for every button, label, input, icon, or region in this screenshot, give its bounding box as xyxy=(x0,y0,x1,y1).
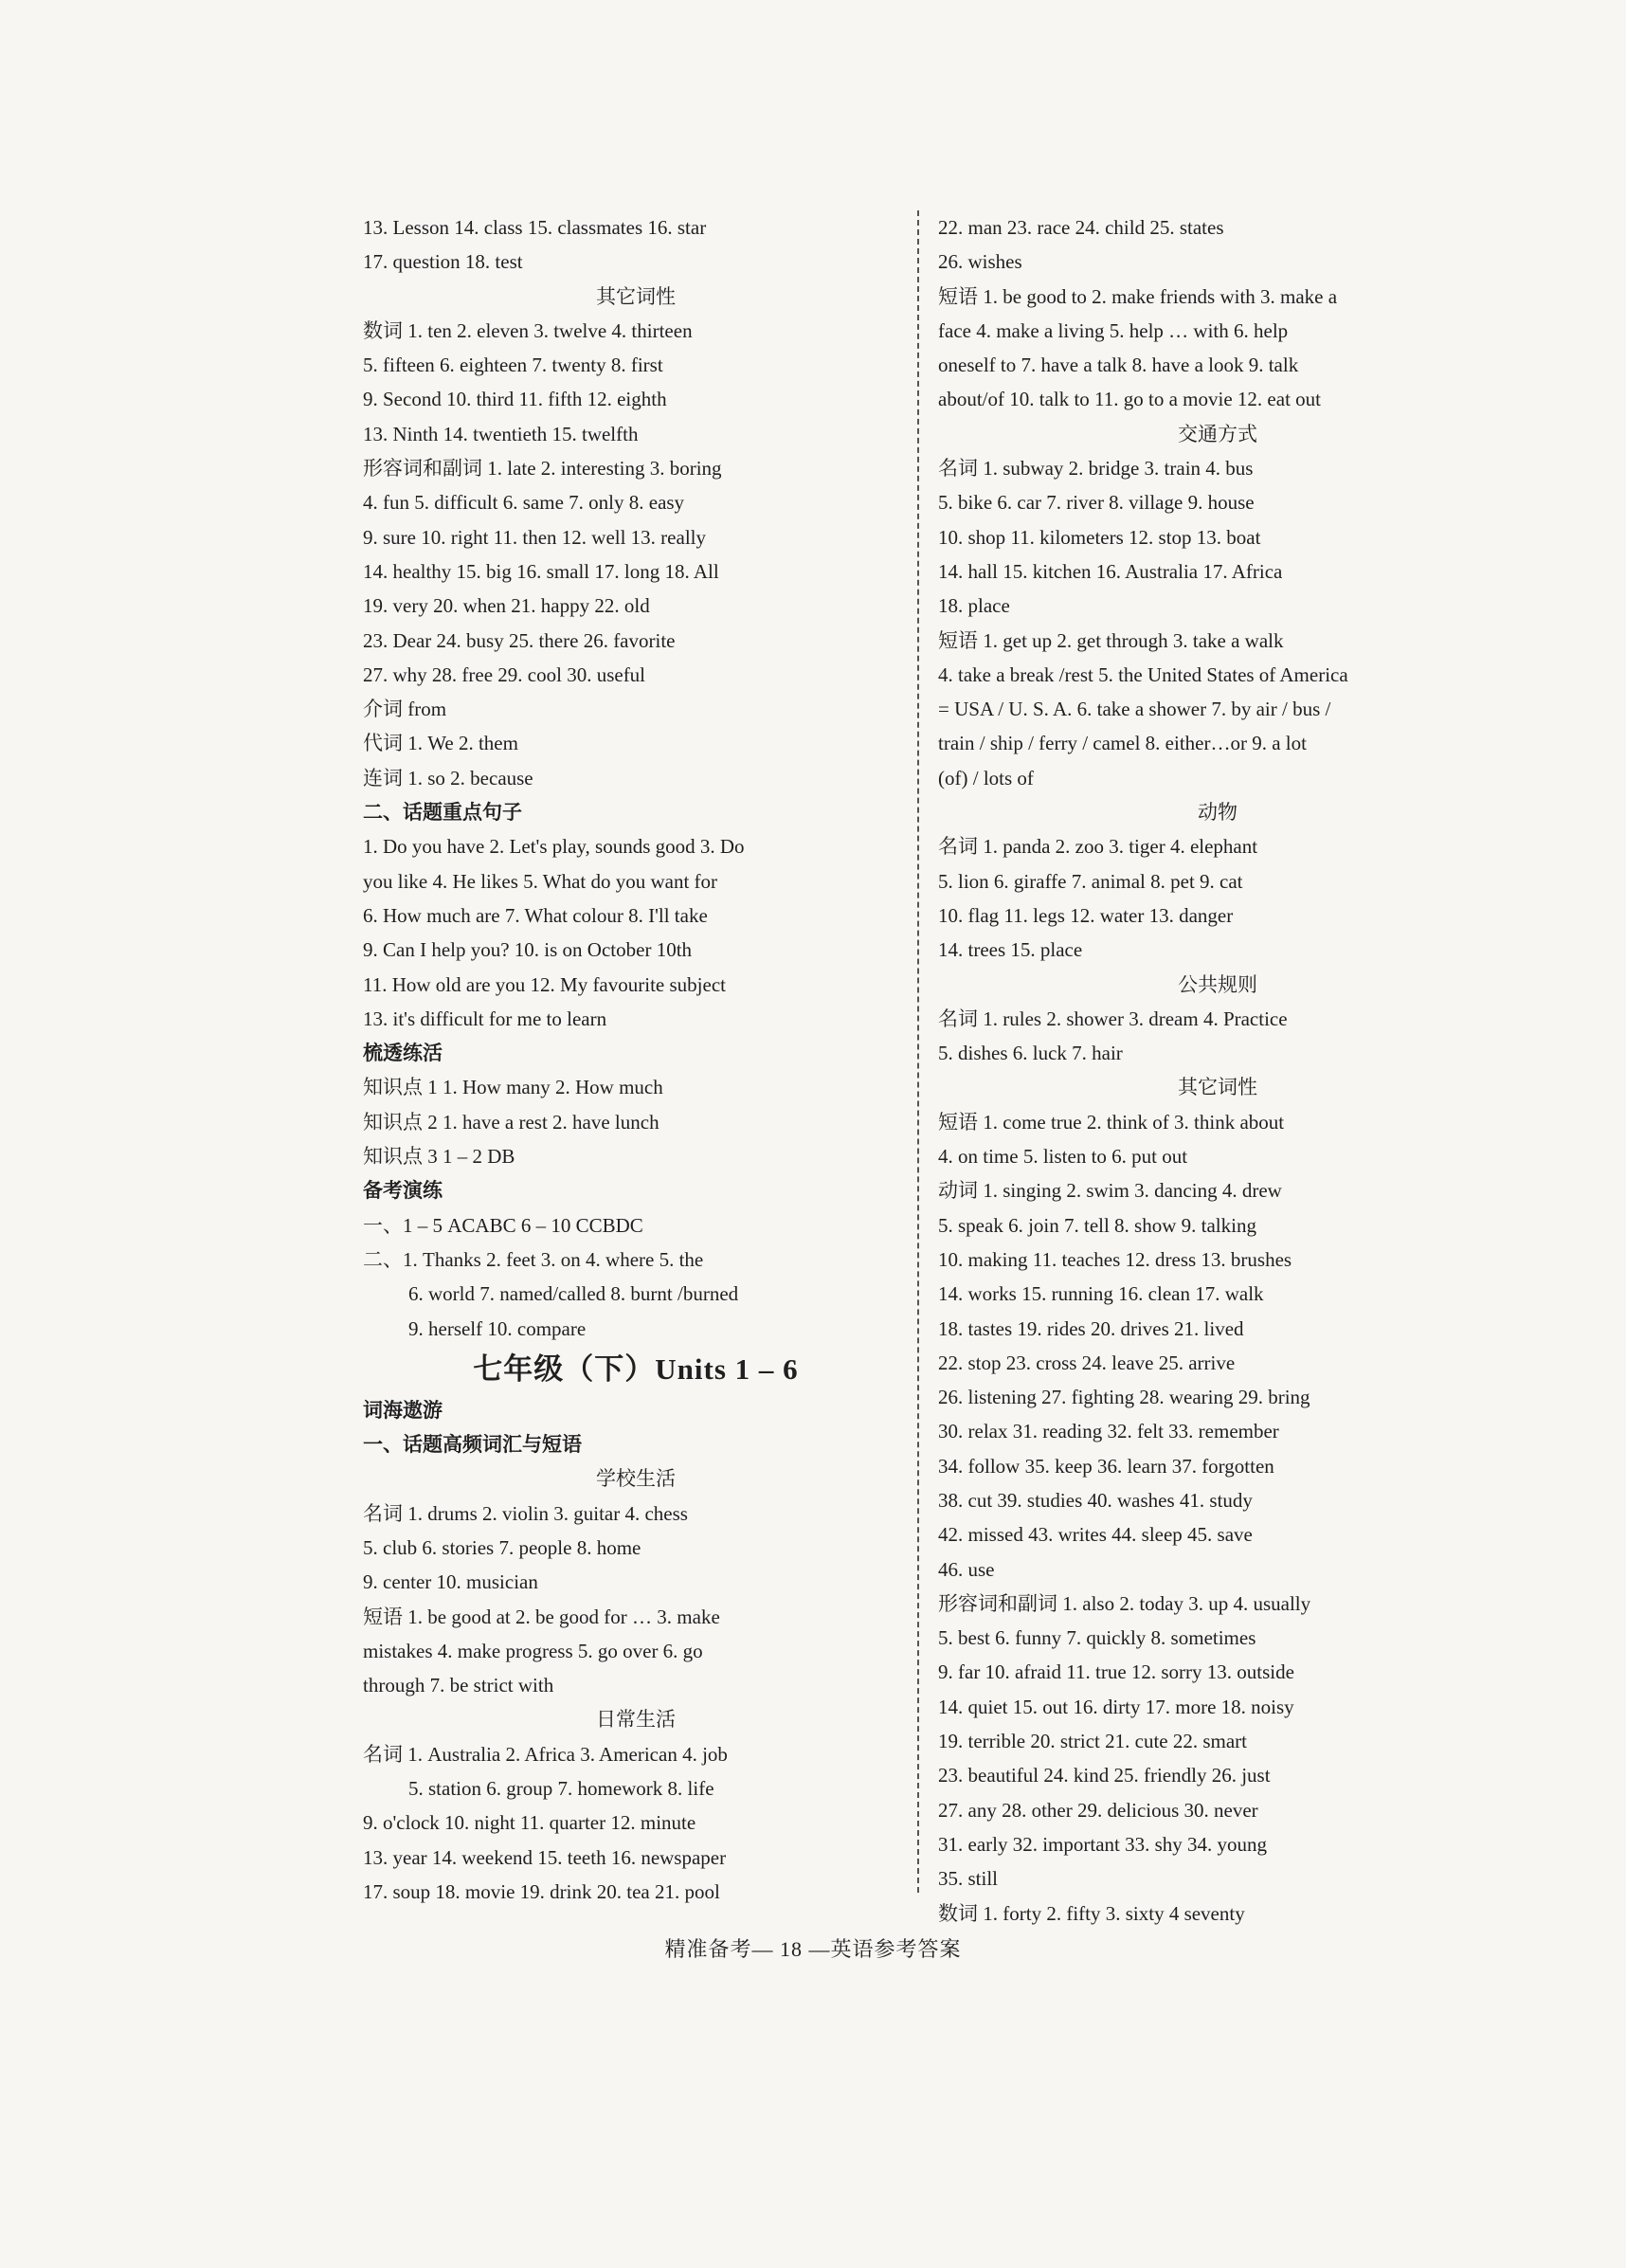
text-line: 18. place xyxy=(938,594,1010,618)
text-line: 10. flag 11. legs 12. water 13. danger xyxy=(938,903,1234,927)
text-line: 名词 1. Australia 2. Africa 3. American 4. job xyxy=(363,1742,728,1766)
text-line: 38. cut 39. studies 40. washes 41. study xyxy=(938,1488,1253,1512)
text-line: 连词 1. so 2. because xyxy=(363,766,533,789)
text-line: 9. o'clock 10. night 11. quarter 12. minute xyxy=(363,1811,696,1835)
text-line: 9. far 10. afraid 11. true 12. sorry 13. outside xyxy=(938,1660,1294,1684)
text-line: 七年级（下）Units 1 – 6 xyxy=(473,1352,799,1386)
text-line: 知识点 2 1. have a rest 2. have lunch xyxy=(363,1110,659,1134)
text-line: 短语 1. be good to 2. make friends with 3. make a xyxy=(938,284,1338,308)
text-line: 日常生活 xyxy=(596,1708,676,1732)
text-line: 5. station 6. group 7. homework 8. life xyxy=(408,1777,714,1801)
text-line: 二、话题重点句子 xyxy=(363,801,522,825)
text-line: 10. shop 11. kilometers 12. stop 13. boat xyxy=(938,525,1261,549)
text-line: 22. stop 23. cross 24. leave 25. arrive xyxy=(938,1351,1236,1374)
text-line: 42. missed 43. writes 44. sleep 45. save xyxy=(938,1523,1253,1547)
text-line: 短语 1. be good at 2. be good for … 3. make xyxy=(363,1605,720,1628)
text-line: 22. man 23. race 24. child 25. states xyxy=(938,216,1224,239)
text-line: mistakes 4. make progress 5. go over 6. go xyxy=(363,1639,703,1662)
right-column xyxy=(938,210,1497,1931)
text-line: 介词 from xyxy=(363,698,447,721)
text-line: 5. fifteen 6. eighteen 7. twenty 8. first xyxy=(363,354,663,377)
text-line: 18. tastes 19. rides 20. drives 21. lived xyxy=(938,1316,1244,1340)
text-line: 形容词和副词 1. late 2. interesting 3. boring xyxy=(363,457,722,481)
text-line: 14. works 15. running 16. clean 17. walk xyxy=(938,1282,1264,1306)
text-line: 27. why 28. free 29. cool 30. useful xyxy=(363,662,646,686)
text-line: 代词 1. We 2. them xyxy=(363,732,518,755)
text-line: 46. use xyxy=(938,1557,995,1581)
text-line: 35. still xyxy=(938,1867,999,1891)
text-line: 6. How much are 7. What colour 8. I'll take xyxy=(363,903,708,927)
text-line: 交通方式 xyxy=(1178,422,1257,445)
text-line: 26. listening 27. fighting 28. wearing 29. bring xyxy=(938,1386,1310,1409)
text-line: 知识点 1 1. How many 2. How much xyxy=(363,1076,663,1099)
text-line: 1. Do you have 2. Let's play, sounds good 3. Do xyxy=(363,835,745,859)
text-line: 5. speak 6. join 7. tell 8. show 9. talking xyxy=(938,1213,1256,1237)
text-line: 13. year 14. weekend 15. teeth 16. newspaper xyxy=(363,1845,727,1869)
text-line: 名词 1. drums 2. violin 3. guitar 4. chess xyxy=(363,1501,688,1525)
text-line: 27. any 28. other 29. delicious 30. never xyxy=(938,1798,1258,1822)
text-line: 4. fun 5. difficult 6. same 7. only 8. easy xyxy=(363,491,685,515)
text-line: 数词 1. forty 2. fifty 3. sixty 4 seventy xyxy=(938,1901,1245,1925)
text-line: face 4. make a living 5. help … with 6. help xyxy=(938,318,1289,342)
text-line: 4. on time 5. listen to 6. put out xyxy=(938,1145,1188,1169)
text-line: (of) / lots of xyxy=(938,766,1034,789)
text-line: 其它词性 xyxy=(596,284,676,308)
text-line: 9. Can I help you? 10. is on October 10th xyxy=(363,938,693,962)
text-line: 备考演练 xyxy=(363,1179,443,1203)
text-line: 19. terrible 20. strict 21. cute 22. smart xyxy=(938,1730,1248,1753)
text-line: you like 4. He likes 5. What do you want for xyxy=(363,869,718,893)
text-line: 动词 1. singing 2. swim 3. dancing 4. drew xyxy=(938,1179,1282,1203)
text-line: oneself to 7. have a talk 8. have a look 9. talk xyxy=(938,354,1299,377)
text-line: 一、话题高频词汇与短语 xyxy=(363,1433,582,1457)
text-line: 9. sure 10. right 11. then 12. well 13. really xyxy=(363,525,706,549)
text-line: 动物 xyxy=(1198,801,1238,825)
text-line: 14. hall 15. kitchen 16. Australia 17. Africa xyxy=(938,559,1283,583)
text-line: 短语 1. get up 2. get through 3. take a walk xyxy=(938,628,1284,652)
text-line: 一、1 – 5 ACABC 6 – 10 CCBDC xyxy=(363,1213,643,1237)
text-line: 31. early 32. important 33. shy 34. young xyxy=(938,1832,1268,1856)
column-divider xyxy=(917,210,919,1893)
text-line: 13. Ninth 14. twentieth 15. twelfth xyxy=(363,422,639,445)
text-line: 名词 1. subway 2. bridge 3. train 4. bus xyxy=(938,457,1254,481)
text-line: 9. herself 10. compare xyxy=(408,1316,587,1340)
text-line: 形容词和副词 1. also 2. today 3. up 4. usually xyxy=(938,1591,1311,1615)
text-line: 34. follow 35. keep 36. learn 37. forgotten xyxy=(938,1454,1274,1478)
text-line: 14. trees 15. place xyxy=(938,938,1083,962)
text-line: 词海遨游 xyxy=(363,1398,443,1422)
text-line: 17. soup 18. movie 19. drink 20. tea 21. pool xyxy=(363,1879,720,1903)
text-line: 10. making 11. teaches 12. dress 13. brushes xyxy=(938,1247,1292,1271)
text-line: 梳透练活 xyxy=(363,1042,443,1065)
text-line: 19. very 20. when 21. happy 22. old xyxy=(363,594,650,618)
text-line: 其它词性 xyxy=(1178,1076,1257,1099)
text-line: through 7. be strict with xyxy=(363,1674,554,1697)
text-line: 短语 1. come true 2. think of 3. think about xyxy=(938,1110,1285,1134)
text-line: 23. beautiful 24. kind 25. friendly 26. just xyxy=(938,1764,1271,1787)
text-line: 名词 1. panda 2. zoo 3. tiger 4. elephant xyxy=(938,835,1258,859)
text-line: 数词 1. ten 2. eleven 3. twelve 4. thirteen xyxy=(363,318,693,342)
text-line: 13. it's difficult for me to learn xyxy=(363,1007,607,1030)
text-line: 5. dishes 6. luck 7. hair xyxy=(938,1042,1123,1065)
text-line: = USA / U. S. A. 6. take a shower 7. by air / bus / xyxy=(938,698,1331,721)
text-line: 5. best 6. funny 7. quickly 8. sometimes xyxy=(938,1626,1256,1650)
text-line: 5. lion 6. giraffe 7. animal 8. pet 9. cat xyxy=(938,869,1243,893)
text-line: 9. center 10. musician xyxy=(363,1570,538,1594)
page-footer: 精准备考— 18 —英语参考答案 xyxy=(664,1937,962,1961)
text-line: 23. Dear 24. busy 25. there 26. favorite xyxy=(363,628,676,652)
text-line: 5. bike 6. car 7. river 8. village 9. house xyxy=(938,491,1255,515)
text-line: about/of 10. talk to 11. go to a movie 12. eat out xyxy=(938,388,1321,411)
text-line: 公共规则 xyxy=(1178,972,1257,996)
text-line: 9. Second 10. third 11. fifth 12. eighth xyxy=(363,388,667,411)
text-line: 14. healthy 15. big 16. small 17. long 18. All xyxy=(363,559,719,583)
text-line: 11. How old are you 12. My favourite subject xyxy=(363,972,726,996)
text-line: 30. relax 31. reading 32. felt 33. remember xyxy=(938,1420,1279,1443)
text-line: 13. Lesson 14. class 15. classmates 16. star xyxy=(363,216,707,239)
text-line: 6. world 7. named/called 8. burnt /burned xyxy=(408,1282,739,1306)
text-line: train / ship / ferry / camel 8. either…or 9. a lot xyxy=(938,732,1307,755)
text-line: 二、1. Thanks 2. feet 3. on 4. where 5. the xyxy=(363,1247,704,1271)
text-line: 14. quiet 15. out 16. dirty 17. more 18. noisy xyxy=(938,1695,1294,1718)
text-line: 17. question 18. test xyxy=(363,250,523,274)
text-line: 名词 1. rules 2. shower 3. dream 4. Practice xyxy=(938,1007,1288,1030)
text-line: 5. club 6. stories 7. people 8. home xyxy=(363,1535,641,1559)
text-line: 4. take a break /rest 5. the United States of America xyxy=(938,662,1348,686)
text-line: 知识点 3 1 – 2 DB xyxy=(363,1145,515,1169)
left-column xyxy=(363,210,909,1909)
text-line: 学校生活 xyxy=(596,1467,676,1491)
text-line: 26. wishes xyxy=(938,250,1022,274)
